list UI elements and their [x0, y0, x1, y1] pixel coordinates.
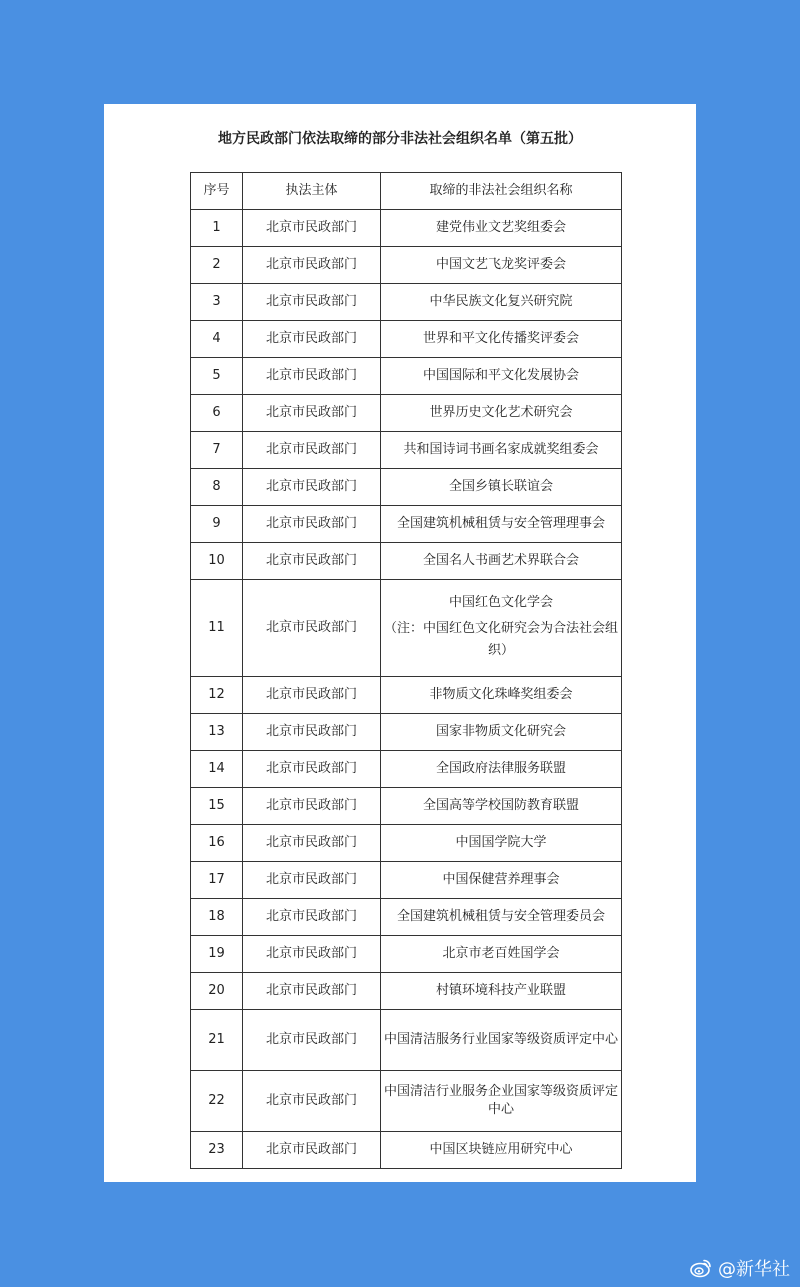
- row-number: 7: [191, 432, 243, 469]
- row-agency: 北京市民政部门: [243, 1071, 381, 1132]
- row-number: 9: [191, 506, 243, 543]
- table-row: [191, 580, 622, 677]
- row-agency: 北京市民政部门: [243, 973, 381, 1010]
- row-organization: 全国政府法律服务联盟: [381, 751, 622, 788]
- table-row: [191, 432, 622, 469]
- table-row: [191, 1071, 622, 1132]
- row-organization: 世界历史文化艺术研究会: [381, 395, 622, 432]
- row-number: 21: [191, 1010, 243, 1071]
- table-row: [191, 358, 622, 395]
- table-row: [191, 751, 622, 788]
- row-number: 15: [191, 788, 243, 825]
- table-row: [191, 395, 622, 432]
- row-organization: 建党伟业文艺奖组委会: [381, 210, 622, 247]
- row-number: 17: [191, 862, 243, 899]
- row-organization: 中国国际和平文化发展协会: [381, 358, 622, 395]
- row-organization: 中国国学院大学: [381, 825, 622, 862]
- row-organization: 中华民族文化复兴研究院: [381, 284, 622, 321]
- row-agency: 北京市民政部门: [243, 1132, 381, 1169]
- org-table: [190, 172, 622, 1169]
- row-agency: 北京市民政部门: [243, 825, 381, 862]
- row-agency: 北京市民政部门: [243, 677, 381, 714]
- row-agency: 北京市民政部门: [243, 432, 381, 469]
- row-organization: 中国区块链应用研究中心: [381, 1132, 622, 1169]
- row-number: 14: [191, 751, 243, 788]
- row-number: 16: [191, 825, 243, 862]
- row-organization: 村镇环境科技产业联盟: [381, 973, 622, 1010]
- watermark-text: @新华社: [718, 1259, 790, 1280]
- row-organization: 全国建筑机械租赁与安全管理理事会: [381, 506, 622, 543]
- row-agency: 北京市民政部门: [243, 469, 381, 506]
- table-row: [191, 543, 622, 580]
- row-number: 3: [191, 284, 243, 321]
- row-organization: 中国清洁行业服务企业国家等级资质评定中心: [381, 1071, 622, 1132]
- row-agency: 北京市民政部门: [243, 714, 381, 751]
- row-agency: 北京市民政部门: [243, 247, 381, 284]
- row-organization-note: （注：中国红色文化研究会为合法社会组织）: [384, 621, 619, 658]
- table-row: [191, 1132, 622, 1169]
- row-number: 10: [191, 543, 243, 580]
- row-organization: 全国建筑机械租赁与安全管理委员会: [381, 899, 622, 936]
- header-organization: 取缔的非法社会组织名称: [381, 173, 622, 210]
- row-number: 5: [191, 358, 243, 395]
- row-organization: 中国保健营养理事会: [381, 862, 622, 899]
- row-agency: 北京市民政部门: [243, 543, 381, 580]
- table-header-row: [191, 173, 622, 210]
- row-organization: 共和国诗词书画名家成就奖组委会: [381, 432, 622, 469]
- table-row: [191, 788, 622, 825]
- row-agency: 北京市民政部门: [243, 580, 381, 677]
- row-agency: 北京市民政部门: [243, 936, 381, 973]
- row-agency: 北京市民政部门: [243, 751, 381, 788]
- table-row: [191, 210, 622, 247]
- table-row: [191, 714, 622, 751]
- row-number: 8: [191, 469, 243, 506]
- row-number: 6: [191, 395, 243, 432]
- row-agency: 北京市民政部门: [243, 1010, 381, 1071]
- row-number: 13: [191, 714, 243, 751]
- row-agency: 北京市民政部门: [243, 358, 381, 395]
- table-row: [191, 284, 622, 321]
- table-row: [191, 862, 622, 899]
- table-row: [191, 936, 622, 973]
- row-number: 23: [191, 1132, 243, 1169]
- row-organization: 世界和平文化传播奖评委会: [381, 321, 622, 358]
- row-number: 19: [191, 936, 243, 973]
- header-number: 序号: [191, 173, 243, 210]
- row-agency: 北京市民政部门: [243, 788, 381, 825]
- weibo-icon: [690, 1258, 712, 1278]
- row-agency: 北京市民政部门: [243, 210, 381, 247]
- header-agency: 执法主体: [243, 173, 381, 210]
- table-row: [191, 973, 622, 1010]
- row-number: 4: [191, 321, 243, 358]
- source-watermark: [690, 1255, 790, 1281]
- row-number: 1: [191, 210, 243, 247]
- row-agency: 北京市民政部门: [243, 506, 381, 543]
- row-organization: 全国高等学校国防教育联盟: [381, 788, 622, 825]
- row-organization: 全国名人书画艺术界联合会: [381, 543, 622, 580]
- row-organization: 非物质文化珠峰奖组委会: [381, 677, 622, 714]
- row-number: 2: [191, 247, 243, 284]
- table-row: [191, 469, 622, 506]
- row-organization: 国家非物质文化研究会: [381, 714, 622, 751]
- row-organization: 中国文艺飞龙奖评委会: [381, 247, 622, 284]
- table-row: [191, 825, 622, 862]
- row-number: 12: [191, 677, 243, 714]
- row-number: 18: [191, 899, 243, 936]
- table-row: [191, 677, 622, 714]
- table-row: [191, 506, 622, 543]
- row-agency: 北京市民政部门: [243, 899, 381, 936]
- row-organization-cell: [381, 580, 622, 677]
- table-row: [191, 247, 622, 284]
- table-row: [191, 1010, 622, 1071]
- table-row: [191, 899, 622, 936]
- row-number: 11: [191, 580, 243, 677]
- row-agency: 北京市民政部门: [243, 321, 381, 358]
- table-row: [191, 321, 622, 358]
- row-agency: 北京市民政部门: [243, 862, 381, 899]
- row-organization: 中国清洁服务行业国家等级资质评定中心: [381, 1010, 622, 1071]
- row-agency: 北京市民政部门: [243, 284, 381, 321]
- row-agency: 北京市民政部门: [243, 395, 381, 432]
- row-number: 22: [191, 1071, 243, 1132]
- document-title: 地方民政部门依法取缔的部分非法社会组织名单（第五批）: [218, 131, 582, 147]
- row-organization: 中国红色文化学会: [448, 595, 553, 610]
- document-page: [104, 104, 696, 1182]
- row-organization: 全国乡镇长联谊会: [381, 469, 622, 506]
- row-organization: 北京市老百姓国学会: [381, 936, 622, 973]
- row-number: 20: [191, 973, 243, 1010]
